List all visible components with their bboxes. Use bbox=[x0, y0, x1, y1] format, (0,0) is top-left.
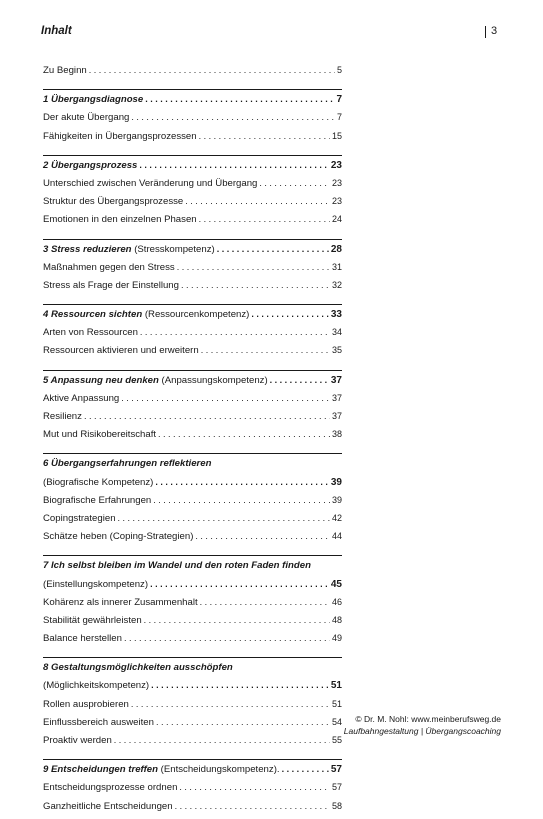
toc-entry-label: Proaktiv werden bbox=[43, 735, 112, 746]
toc-entry-intro[interactable] bbox=[43, 65, 342, 83]
toc-entry-page: 55 bbox=[331, 735, 342, 745]
toc-entry[interactable] bbox=[43, 717, 342, 735]
section-subtitle: (Einstellungskompetenz) bbox=[43, 578, 149, 590]
toc-entry-label: Stress als Frage der Einstellung bbox=[43, 279, 179, 291]
toc-entry-label: Aktive Anpassung bbox=[43, 392, 120, 404]
leader-dots bbox=[153, 495, 330, 505]
section-title: 4 Ressourcen sichten bbox=[43, 309, 143, 321]
leader-dots bbox=[200, 597, 330, 607]
leader-dots bbox=[89, 65, 335, 75]
toc-entry[interactable] bbox=[43, 699, 342, 717]
leader-dots bbox=[145, 94, 334, 104]
section-title: 3 Stress reduzieren bbox=[43, 243, 132, 255]
leader-dots bbox=[150, 579, 329, 589]
toc-entry-page: 57 bbox=[330, 764, 342, 776]
section-title-line bbox=[43, 662, 342, 680]
leader-dots bbox=[181, 280, 330, 290]
toc-entry-label: Schätze heben (Coping-Strategien) bbox=[43, 531, 194, 543]
toc-entry-page: 39 bbox=[330, 476, 342, 488]
toc-entry[interactable] bbox=[43, 178, 342, 196]
toc-entry-section[interactable] bbox=[43, 764, 342, 782]
toc-entry-section[interactable] bbox=[43, 94, 342, 112]
toc-entry[interactable] bbox=[43, 411, 342, 429]
toc-entry-label: Arten von Ressourcen bbox=[43, 327, 138, 339]
leader-dots bbox=[195, 531, 330, 541]
section-rule bbox=[43, 239, 342, 240]
footer-subtitle: Laufbahngestaltung | Übergangscoaching bbox=[343, 726, 501, 736]
footer-copyright: © Dr. M. Nohl: www.meinberufsweg.de bbox=[355, 714, 501, 724]
section-competence: (Entscheidungskompetenz). bbox=[157, 764, 280, 776]
toc-entry[interactable] bbox=[43, 495, 342, 513]
leader-dots bbox=[140, 327, 330, 337]
toc-entry-page: 33 bbox=[330, 309, 342, 321]
toc-entry[interactable] bbox=[43, 633, 342, 651]
toc-entry[interactable] bbox=[43, 513, 342, 531]
leader-dots bbox=[251, 309, 329, 319]
toc-entry-page: 45 bbox=[330, 578, 342, 590]
leader-dots bbox=[217, 244, 329, 254]
toc-entry-section[interactable] bbox=[43, 680, 342, 698]
section-rule bbox=[43, 555, 342, 556]
toc-entry-page: 23 bbox=[330, 159, 342, 171]
toc-entry-page: 37 bbox=[331, 411, 342, 421]
toc-entry[interactable] bbox=[43, 429, 342, 447]
leader-dots bbox=[201, 345, 330, 355]
leader-dots bbox=[175, 801, 330, 811]
page-number: 3 bbox=[491, 25, 498, 37]
toc-entry[interactable] bbox=[43, 112, 342, 130]
header-divider bbox=[485, 26, 486, 38]
toc-entry-page: 44 bbox=[331, 531, 342, 542]
section-rule bbox=[43, 370, 342, 371]
section-label bbox=[43, 160, 137, 171]
toc-entry-section[interactable] bbox=[43, 375, 342, 393]
leader-dots bbox=[259, 178, 330, 188]
toc-entry[interactable] bbox=[43, 531, 342, 549]
toc-entry-page: 39 bbox=[331, 494, 342, 505]
toc-entry-page: 32 bbox=[331, 279, 342, 290]
toc-entry-page: 15 bbox=[331, 130, 342, 141]
toc-entry-page: 28 bbox=[330, 243, 342, 255]
leader-dots bbox=[114, 735, 330, 745]
toc-entry-section[interactable] bbox=[43, 244, 342, 262]
toc-entry-page: 49 bbox=[331, 633, 342, 644]
toc-entry-page: 37 bbox=[330, 374, 342, 386]
toc-entry[interactable] bbox=[43, 280, 342, 298]
toc-entry-label: Stabilität gewährleisten bbox=[43, 614, 142, 626]
toc-entry-page: 57 bbox=[331, 782, 342, 793]
leader-dots bbox=[121, 393, 330, 403]
toc-entry-label: Struktur des Übergangsprozesse bbox=[43, 196, 184, 208]
section-title: 8 Gestaltungsmöglichkeiten ausschöpfen bbox=[43, 662, 233, 674]
toc-entry[interactable] bbox=[43, 262, 342, 280]
section-rule bbox=[43, 89, 342, 90]
toc-entry-label: Resilienz bbox=[43, 411, 82, 422]
toc-entry-label: Emotionen in den einzelnen Phasen bbox=[43, 214, 197, 226]
toc-section bbox=[43, 453, 342, 549]
toc-entry-page: 37 bbox=[331, 392, 342, 403]
toc-entry[interactable] bbox=[43, 131, 342, 149]
toc-section bbox=[43, 155, 342, 233]
leader-dots bbox=[151, 680, 329, 690]
leader-dots bbox=[177, 262, 330, 272]
section-label bbox=[43, 309, 249, 320]
leader-dots bbox=[199, 214, 330, 224]
section-label bbox=[43, 244, 215, 255]
section-rule bbox=[43, 657, 342, 658]
toc-entry[interactable] bbox=[43, 735, 342, 753]
toc-entry-label: Zu Beginn bbox=[43, 65, 87, 76]
toc-entry-page: 51 bbox=[331, 698, 342, 709]
section-title-line bbox=[43, 560, 342, 578]
toc-entry-label: Fähigkeiten in Übergangsprozessen bbox=[43, 130, 197, 142]
toc-entry-section[interactable] bbox=[43, 309, 342, 327]
toc-entry[interactable] bbox=[43, 196, 342, 214]
toc-entry-label: Copingstrategien bbox=[43, 512, 116, 524]
toc-entry-page: 35 bbox=[331, 345, 342, 356]
section-label bbox=[43, 375, 268, 386]
toc-entry-label: Der akute Übergang bbox=[43, 112, 130, 124]
toc-entry-page: 31 bbox=[331, 261, 342, 272]
table-of-contents bbox=[43, 65, 342, 819]
toc-entry-label: Mut und Risikobereitschaft bbox=[43, 429, 157, 441]
toc-section bbox=[43, 239, 342, 299]
toc-entry-page: 54 bbox=[331, 716, 342, 727]
toc-section bbox=[43, 370, 342, 448]
leader-dots bbox=[84, 411, 330, 421]
toc-entry-page: 23 bbox=[331, 177, 342, 188]
toc-entry-label: Balance herstellen bbox=[43, 633, 122, 645]
toc-entry-section[interactable] bbox=[43, 160, 342, 178]
toc-entry[interactable] bbox=[43, 597, 342, 615]
toc-entry-label: Kohärenz als innerer Zusammenhalt bbox=[43, 596, 198, 608]
leader-dots bbox=[158, 429, 330, 439]
toc-section bbox=[43, 304, 342, 364]
section-rule bbox=[43, 304, 342, 305]
section-competence: (Ressourcenkompetenz) bbox=[142, 309, 250, 321]
leader-dots bbox=[131, 112, 335, 122]
toc-entry[interactable] bbox=[43, 782, 342, 800]
section-title: 2 Übergangsprozess bbox=[43, 159, 138, 171]
section-rule bbox=[43, 453, 342, 454]
toc-entry-page: 7 bbox=[336, 112, 342, 123]
toc-entry-page: 24 bbox=[331, 214, 342, 225]
section-competence: (Anpassungskompetenz) bbox=[158, 374, 268, 386]
toc-entry-label: Einflussbereich ausweiten bbox=[43, 716, 154, 728]
section-label bbox=[43, 764, 280, 775]
section-title: 1 Übergangsdiagnose bbox=[43, 94, 144, 106]
toc-entry-section[interactable] bbox=[43, 477, 342, 495]
toc-entry-label: Maßnahmen gegen den Stress bbox=[43, 261, 175, 273]
section-title: 5 Anpassung neu denken bbox=[43, 374, 159, 386]
toc-entry-page: 23 bbox=[331, 196, 342, 207]
toc-entry[interactable] bbox=[43, 801, 342, 819]
section-rule bbox=[43, 155, 342, 156]
toc-entry-page: 38 bbox=[331, 429, 342, 440]
leader-dots bbox=[179, 782, 330, 792]
leader-dots bbox=[155, 477, 328, 487]
section-title-line bbox=[43, 458, 342, 476]
toc-section bbox=[43, 555, 342, 651]
section-title: 6 Übergangserfahrungen reflektieren bbox=[43, 458, 212, 470]
toc-entry-label: Unterschied zwischen Veränderung und Übergang bbox=[43, 177, 258, 189]
toc-entry-section[interactable] bbox=[43, 579, 342, 597]
toc-entry[interactable] bbox=[43, 345, 342, 363]
toc-entry-page: 48 bbox=[331, 614, 342, 625]
page-footer bbox=[344, 714, 501, 736]
toc-entry-page: 7 bbox=[336, 94, 342, 106]
section-subtitle: (Möglichkeitskompetenz) bbox=[43, 680, 150, 692]
section-rule bbox=[43, 759, 342, 760]
section-competence: (Stresskompetenz) bbox=[131, 243, 215, 255]
leader-dots bbox=[131, 699, 330, 709]
leader-dots bbox=[139, 160, 329, 170]
toc-entry-label: Rollen ausprobieren bbox=[43, 698, 129, 710]
leader-dots bbox=[282, 764, 329, 774]
toc-entry[interactable] bbox=[43, 615, 342, 633]
section-title: 9 Entscheidungen treffen bbox=[43, 764, 158, 776]
toc-entry-label: Ganzheitliche Entscheidungen bbox=[43, 800, 173, 812]
section-title: 7 Ich selbst bleiben im Wandel und den roten Faden finden bbox=[43, 560, 311, 572]
section-subtitle: (Biografische Kompetenz) bbox=[43, 476, 154, 488]
leader-dots bbox=[118, 513, 330, 523]
toc-entry-page: 42 bbox=[331, 512, 342, 523]
toc-entry-page: 51 bbox=[330, 680, 342, 692]
leader-dots bbox=[270, 375, 329, 385]
leader-dots bbox=[199, 131, 330, 141]
leader-dots bbox=[185, 196, 330, 206]
toc-entry-page: 46 bbox=[331, 596, 342, 607]
leader-dots bbox=[144, 615, 330, 625]
toc-entry-page: 5 bbox=[336, 65, 342, 75]
toc-entry-label: Entscheidungsprozesse ordnen bbox=[43, 782, 178, 794]
toc-entry-page: 34 bbox=[331, 327, 342, 338]
toc-entry[interactable] bbox=[43, 214, 342, 232]
leader-dots bbox=[156, 717, 330, 727]
toc-section bbox=[43, 89, 342, 149]
toc-section bbox=[43, 657, 342, 753]
toc-entry[interactable] bbox=[43, 327, 342, 345]
toc-entry-label: Biografische Erfahrungen bbox=[43, 494, 152, 506]
toc-entry[interactable] bbox=[43, 393, 342, 411]
section-label bbox=[43, 94, 143, 105]
toc-entry-label: Ressourcen aktivieren und erweitern bbox=[43, 345, 199, 357]
header-title: Inhalt bbox=[41, 25, 72, 37]
toc-entry-page: 58 bbox=[331, 800, 342, 811]
toc-section bbox=[43, 759, 342, 819]
leader-dots bbox=[124, 633, 330, 643]
